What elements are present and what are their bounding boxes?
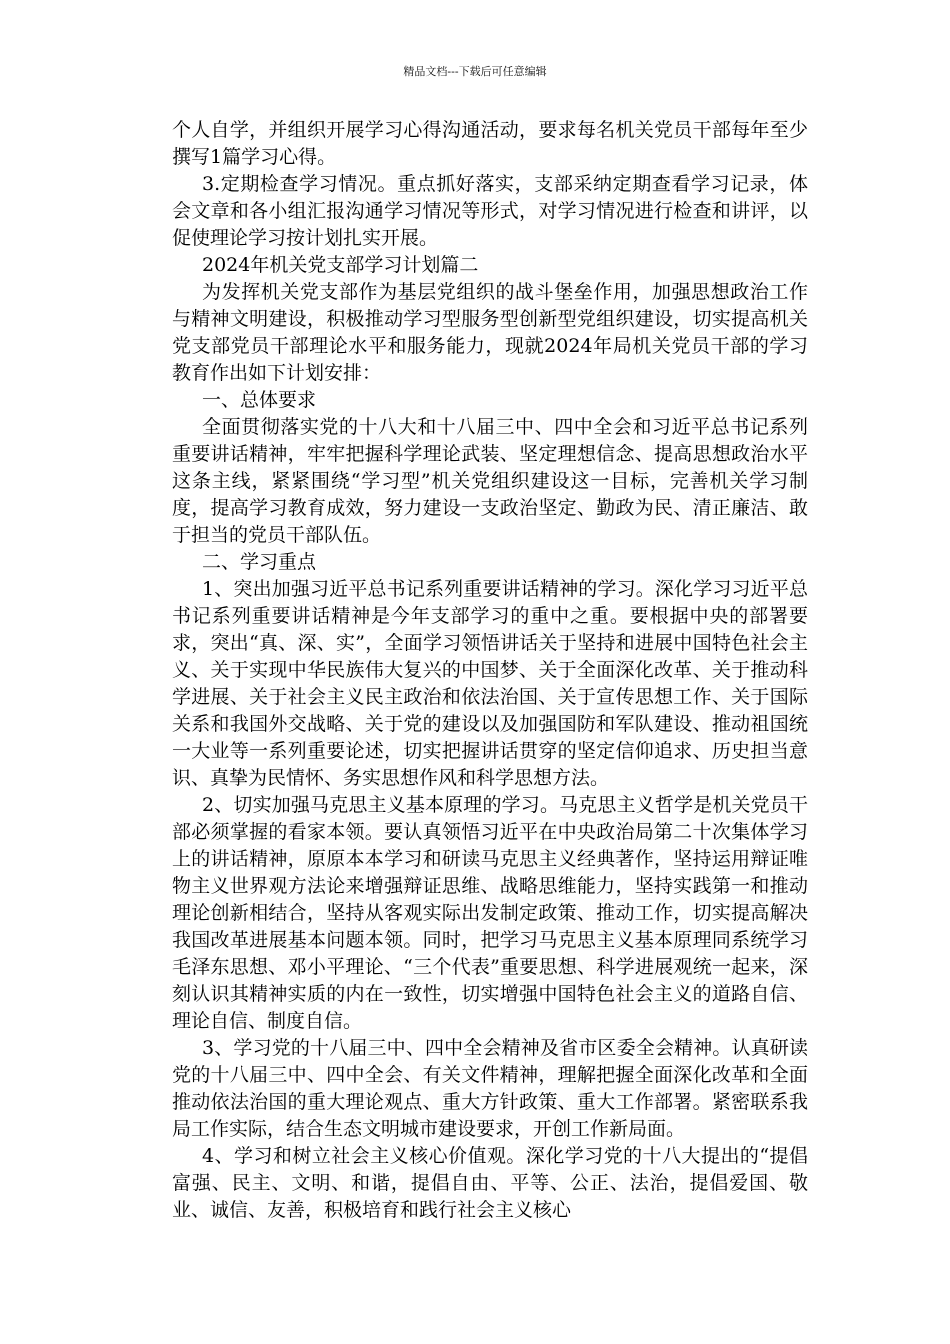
paragraph-focus-4: 4、学习和树立社会主义核心价值观。深化学习党的十八大提出的“提倡富强、民主、文明、和谐，提倡自由、平等、公正、法治，提倡爱国、敬业、诚信、友善，积极培育和践行社会主义核心: [172, 1145, 808, 1221]
paragraph-focus-1: 1、突出加强习近平总书记系列重要讲话精神的学习。深化学习习近平总书记系列重要讲话精神是今年支部学习的重中之重。要根据中央的部署要求，突出“真、深、实”，全面学习领悟讲话关于坚持和进展中国特色社会主义、关于实现中华民族伟大复兴的中国梦、关于全面深化改革、关于推动科学进展、关于社会主义民主政治和依法治国、关于宣传思想工作、关于国际关系和我国外交战略、关于党的建设以及加强国防和军队建设、推动祖国统一大业等一系列重要论述，切实把握讲话贯穿的坚定信仰追求、历史担当意识、真挚为民情怀、务实思想作风和科学思想方法。: [172, 578, 808, 789]
heading-general-requirements: 一、总体要求: [202, 389, 317, 411]
page-header: 精品文档---下载后可任意编辑: [403, 65, 547, 78]
paragraph-general-requirements: 全面贯彻落实党的十八大和十八届三中、四中全会和习近平总书记系列重要讲话精神，牢牢把握科学理论武装、坚定理想信念、提高思想政治水平这条主线，紧紧围绕“学习型”机关党组织建设这一目标，完善机关学习制度，提高学习教育成效，努力建设一支政治坚定、勤政为民、清正廉洁、敢于担当的党员干部队伍。: [172, 416, 808, 546]
paragraph-focus-2: 2、切实加强马克思主义基本原理的学习。马克思主义哲学是机关党员干部必须掌握的看家本领。要认真领悟习近平在中央政治局第二十次集体学习上的讲话精神，原原本本学习和研读马克思主义经典著作，坚持运用辩证唯物主义世界观方法论来增强辩证思维、战略思维能力，坚持实践第一和推动理论创新相结合，坚持从客观实际出发制定政策、推动工作，切实提高解决我国改革进展基本问题本领。同时，把学习马克思主义基本原理同系统学习毛泽东思想、邓小平理论、“三个代表”重要思想、科学进展观统一起来，深刻认识其精神实质的内在一致性，切实增强中国特色社会主义的道路自信、理论自信、制度自信。: [172, 794, 808, 1032]
paragraph-focus-3: 3、学习党的十八届三中、四中全会精神及省市区委全会精神。认真研读党的十八届三中、四中全会、有关文件精神，理解把握全面深化改革和全面推动依法治国的重大理论观点、重大方针政策、重大工作部署。紧密联系我局工作实际，结合生态文明城市建设要求，开创工作新局面。: [172, 1037, 808, 1140]
document-body: [172, 117, 808, 1224]
heading-study-focus: 二、学习重点: [202, 551, 317, 573]
paragraph-intro: 为发挥机关党支部作为基层党组织的战斗堡垒作用，加强思想政治工作与精神文明建设，积极推动学习型服务型创新型党组织建设，切实提高机关党支部党员干部理论水平和服务能力，现就2024年局机关党员干部的学习教育作出如下计划安排：: [172, 281, 808, 384]
section-title: 2024年机关党支部学习计划篇二: [202, 254, 479, 276]
paragraph-check-study: 3.定期检查学习情况。重点抓好落实，支部采纳定期查看学习记录，体会文章和各小组汇报沟通学习情况等形式，对学习情况进行检查和讲评，以促使理论学习按计划扎实开展。: [172, 173, 808, 249]
paragraph-continuation: 个人自学，并组织开展学习心得沟通活动，要求每名机关党员干部每年至少撰写1篇学习心得。: [172, 119, 808, 168]
